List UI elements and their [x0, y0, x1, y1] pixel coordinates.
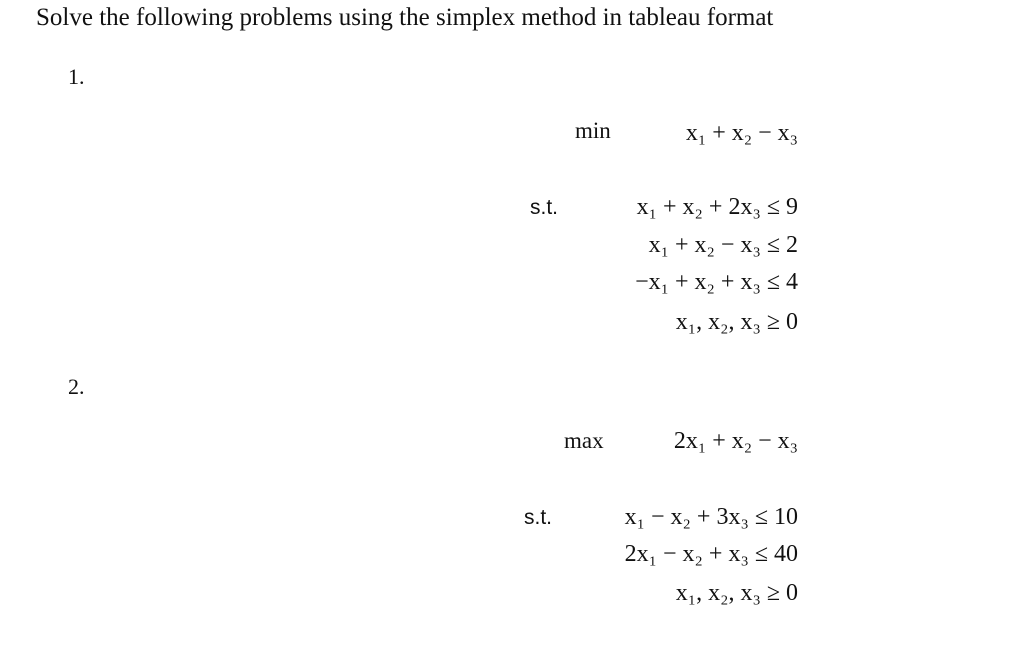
problem-2-number: 2.	[68, 374, 85, 399]
problem-2-objective: 2x₁ + x₂ − x₃	[673, 428, 798, 454]
problem-2-objective-keyword: max	[564, 428, 604, 453]
problem-2-constraint-2: 2x₁ − x₂ + x₃ ≤ 40	[624, 541, 798, 567]
problem-1-number: 1.	[68, 64, 85, 89]
problem-2-subject-to: s.t.	[524, 506, 553, 529]
problem-1-objective-keyword: min	[575, 118, 611, 143]
problem-1-objective: x₁ + x₂ − x₃	[685, 120, 798, 146]
problem-1-subject-to: s.t.	[530, 196, 559, 219]
problem-1-constraint-2: x₁ + x₂ − x₃ ≤ 2	[648, 232, 798, 258]
problem-1-constraint-3: −x₁ + x₂ + x₃ ≤ 4	[635, 269, 798, 295]
page-heading: Solve the following problems using the simplex method in tableau format	[36, 4, 774, 31]
problem-1-nonnegativity: x₁, x₂, x₃ ≥ 0	[675, 309, 798, 335]
problem-1-constraint-1: x₁ + x₂ + 2x₃ ≤ 9	[636, 194, 798, 220]
problem-2-nonnegativity: x₁, x₂, x₃ ≥ 0	[675, 580, 798, 606]
problem-2-constraint-1: x₁ − x₂ + 3x₃ ≤ 10	[624, 504, 798, 530]
